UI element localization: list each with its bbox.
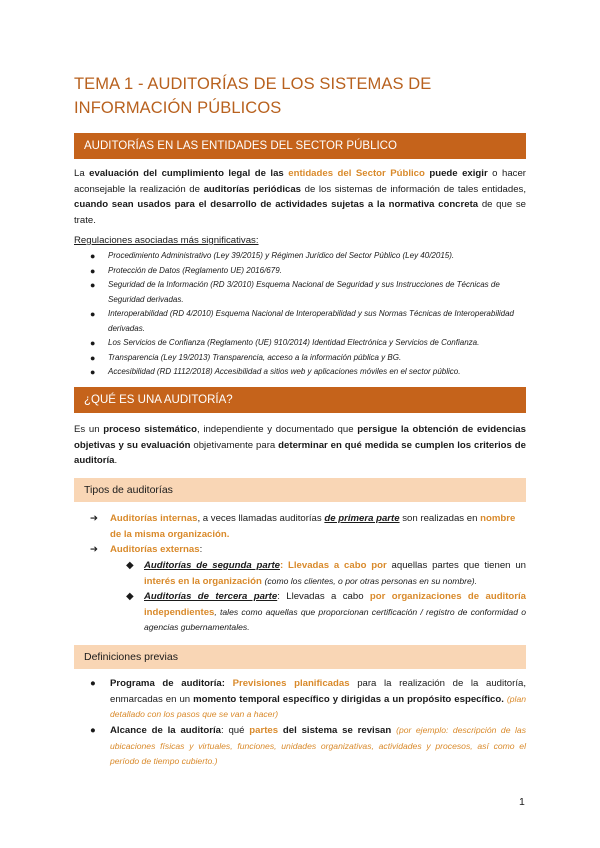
bullet-icon: ●	[90, 265, 96, 276]
list-item: ● Accesibilidad (RD 1112/2018) Accesibilidad a sitios web y aplicaciones móviles en el sector público.	[90, 365, 530, 380]
subsection-definiciones-previas: Definiciones previas	[74, 645, 526, 669]
list-item: ● Interoperabilidad (RD 4/2010) Esquema Nacional de Interoperabilidad y sus Normas Técnicas de Interoperabilidad derivadas.	[90, 309, 515, 333]
paragraph-que-es-auditoria: Es un proceso sistemático, independiente y documentado que persigue la obtención de evidencias objetivas y su evaluación objetivamente para determinar en qué medida se cumplen los criterios de auditoría.	[74, 424, 526, 466]
list-item-externas: ➔ Auditorías externas:	[90, 542, 526, 558]
page-number: 1	[519, 796, 525, 808]
bullet-icon: ●	[90, 309, 96, 319]
bullet-icon: ●	[90, 251, 96, 261]
regulations-heading: Regulaciones asociadas más significativas:	[74, 235, 259, 246]
subsection-tipos-auditorias: Tipos de auditorías	[74, 478, 526, 502]
diamond-bullet-icon: ◆	[126, 591, 134, 602]
arrow-right-icon: ➔	[90, 513, 99, 524]
bullet-icon: ●	[90, 338, 96, 348]
list-item: ● Seguridad de la Información (RD 3/2010) Esquema Nacional de Seguridad y sus Instrucciones de Técnicas de Seguridad derivadas.	[90, 280, 500, 304]
list-item: ● Los Servicios de Confianza (Reglamento (UE) 910/2014) Identidad Electrónica y Servicios de Confianza.	[90, 336, 530, 351]
list-item-internas: ➔ Auditorías internas, a veces llamadas auditorías de primera parte son realizadas en nombre de la misma organización.	[90, 513, 516, 540]
regulations-list	[90, 249, 530, 380]
list-item-segunda-parte: ◆ Auditorías de segunda parte: Llevadas a cabo por aquellas partes que tienen un interés en la organización (como los clientes, o por otras personas en su nombre).	[126, 560, 527, 587]
list-item-programa-auditoria: ● Programa de auditoría: Previsiones planificadas para la realización de la auditoría, enmarcadas en un momento temporal específico y dirigidas a un propósito específico. (plan detallado con los pasos que se van a hacer)	[90, 678, 527, 719]
paragraph-sector-publico: La evaluación del cumplimiento legal de las entidades del Sector Público puede exigir o hacer aconsejable la realización de auditorías periódicas de los sistemas de información de tales entidades, cuando sean usados para el desarrollo de actividades sujetas a la normativa concreta de que se trate.	[74, 168, 527, 226]
section-banner-que-es-auditoria: ¿QUÉ ES UNA AUDITORÍA?	[74, 387, 526, 413]
bullet-icon: ●	[90, 678, 96, 689]
bullet-icon: ●	[90, 725, 96, 736]
bullet-icon: ●	[90, 280, 96, 290]
section-banner-sector-publico: AUDITORÍAS EN LAS ENTIDADES DEL SECTOR PÚBLICO	[74, 133, 526, 159]
bullet-icon: ●	[90, 367, 96, 377]
list-item: ● Transparencia (Ley 19/2013) Transparencia, acceso a la información pública y BG.	[90, 351, 530, 366]
list-item: ● Procedimiento Administrativo (Ley 39/2015) y Régimen Jurídico del Sector Público (Ley 40/2015).	[90, 249, 530, 264]
page-title: TEMA 1 - AUDITORÍAS DE LOS SISTEMAS DE INFORMACIÓN PÚBLICOS	[74, 75, 432, 117]
list-item-tercera-parte: ◆ Auditorías de tercera parte: Llevadas a cabo por organizaciones de auditoría independientes, tales como aquellas que proporcionan certificación / registro de conformidad o agencias gubernamentales.	[126, 591, 527, 632]
bullet-icon: ●	[90, 352, 96, 363]
list-item: ● Protección de Datos (Reglamento UE) 2016/679.	[90, 264, 530, 279]
list-item-alcance-auditoria: ● Alcance de la auditoría: qué partes del sistema se revisan (por ejemplo: descripción de las ubicaciones físicas y virtuales, funciones, unidades organizativas, actividades y procesos, así como el período de tiempo cubierto.)	[90, 725, 527, 766]
diamond-bullet-icon: ◆	[126, 560, 134, 571]
arrow-right-icon: ➔	[90, 544, 99, 555]
